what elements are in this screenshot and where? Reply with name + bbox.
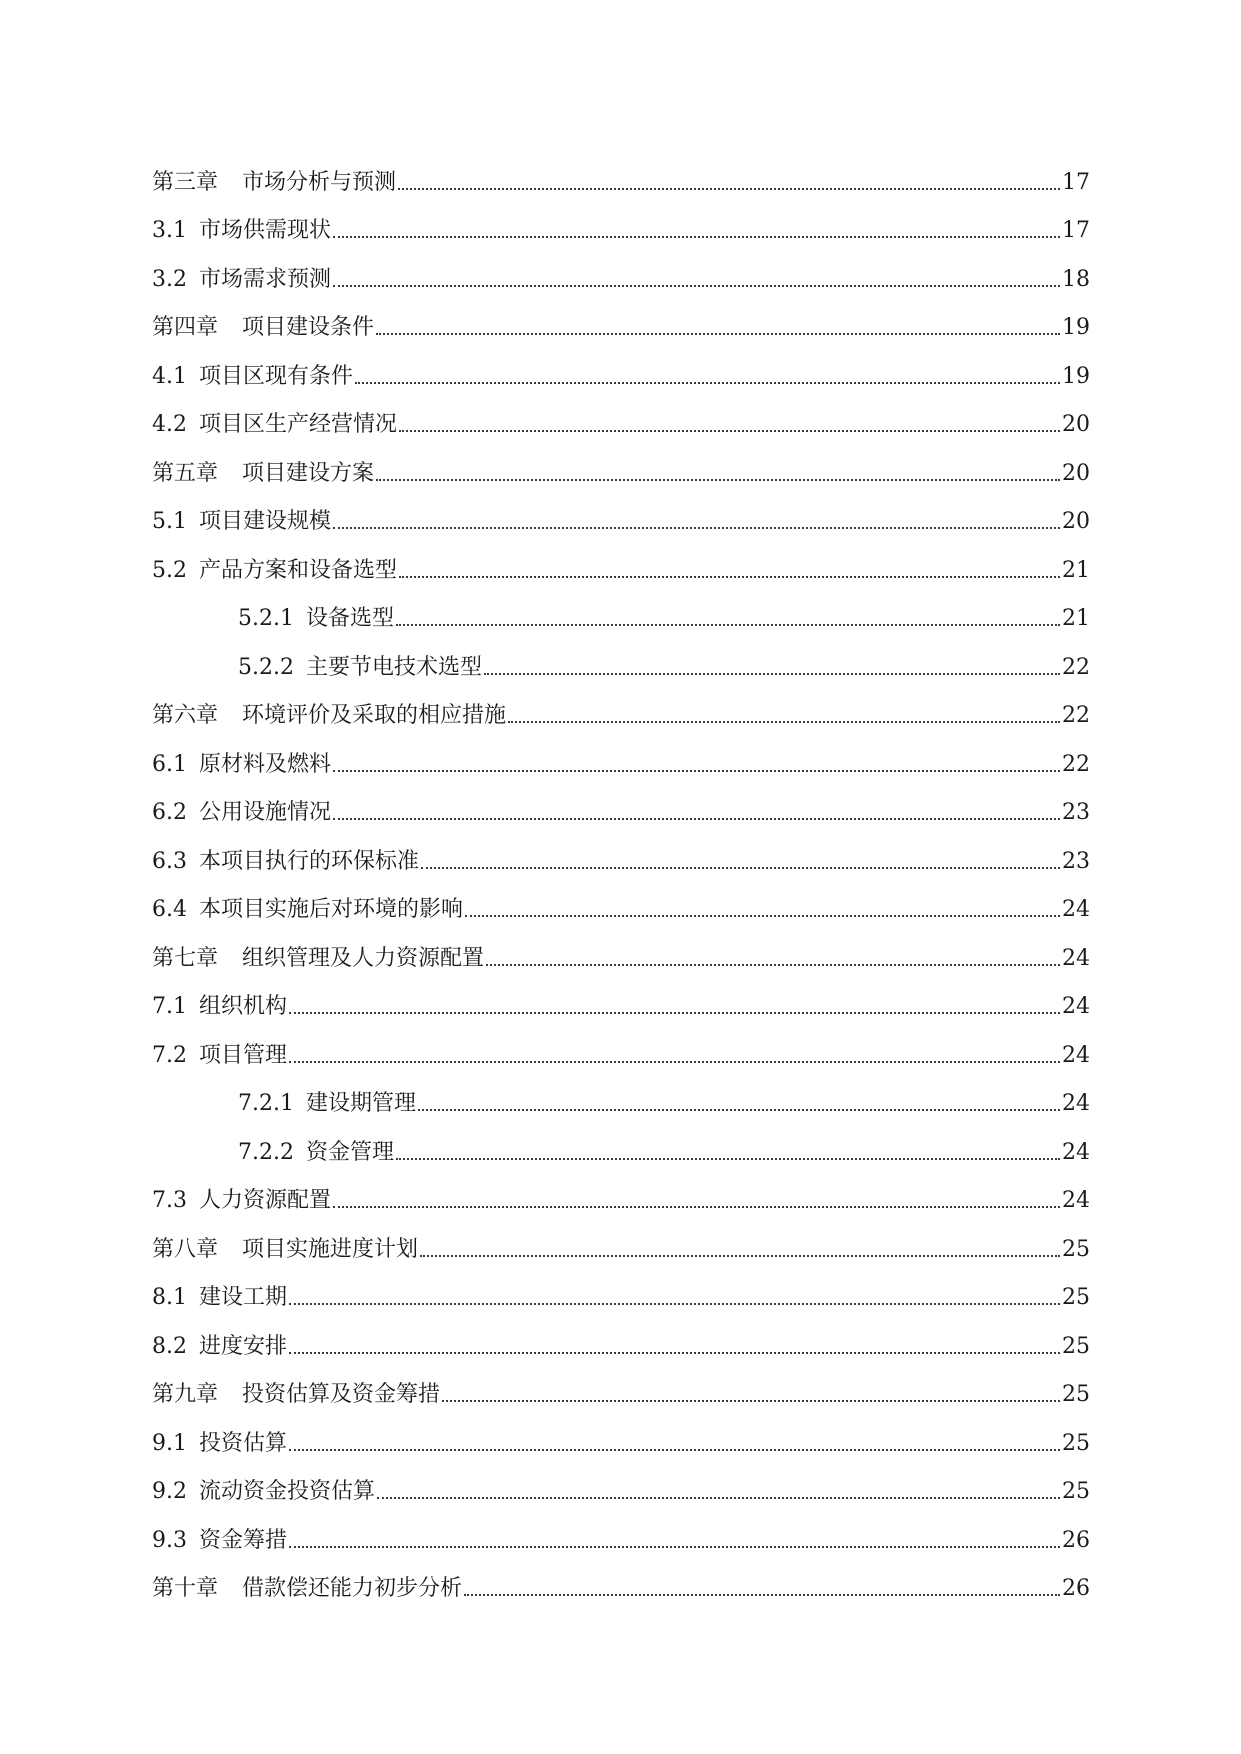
toc-page-number: 20: [1062, 509, 1090, 534]
toc-dot-leader: [333, 527, 1060, 529]
toc-dot-leader: [289, 1061, 1060, 1063]
toc-entry-title: 项目建设方案: [242, 460, 375, 486]
toc-entry-title: 项目建设条件: [242, 315, 375, 340]
toc-page-number: 23: [1062, 800, 1090, 825]
toc-section-entry[interactable]: [152, 730, 1090, 779]
toc-chapter-entry[interactable]: [152, 1361, 1090, 1410]
toc-entry-number: 8.1: [152, 1285, 187, 1310]
toc-entry-number: 6.2: [152, 800, 187, 825]
table-of-contents: [152, 148, 1090, 1603]
toc-entry-title: 进度安排: [199, 1333, 288, 1359]
toc-chapter-entry[interactable]: [152, 682, 1090, 731]
toc-chapter-entry[interactable]: [152, 294, 1090, 343]
toc-section-entry[interactable]: [152, 1264, 1090, 1313]
toc-subsection-entry[interactable]: [152, 1070, 1090, 1119]
toc-section-entry[interactable]: [152, 876, 1090, 925]
toc-dot-leader: [376, 333, 1060, 335]
toc-entry-title: 市场分析与预测: [242, 169, 397, 195]
toc-page-number: 25: [1062, 1382, 1090, 1407]
toc-entry-number: 3.2: [152, 266, 187, 292]
toc-dot-leader: [289, 1352, 1060, 1354]
toc-page-number: 24: [1062, 945, 1090, 971]
toc-page-number: 19: [1062, 363, 1090, 389]
toc-entry-title: 原材料及燃料: [199, 751, 332, 777]
toc-page-number: 25: [1062, 1236, 1090, 1262]
toc-dot-leader: [289, 1303, 1060, 1305]
toc-page-number: 25: [1062, 1285, 1090, 1310]
toc-dot-leader: [377, 1497, 1060, 1499]
toc-entry-title: 人力资源配置: [199, 1188, 332, 1213]
toc-entry-title: 项目实施进度计划: [242, 1236, 419, 1262]
toc-entry-title: 资金管理: [305, 1139, 394, 1165]
toc-dot-leader: [464, 1594, 1060, 1596]
toc-entry-number: 第四章: [152, 315, 219, 340]
toc-entry-title: 组织管理及人力资源配置: [242, 945, 485, 971]
toc-dot-leader: [508, 721, 1060, 723]
toc-entry-title: 投资估算: [199, 1430, 288, 1456]
toc-dot-leader: [396, 624, 1060, 626]
toc-section-entry[interactable]: [152, 245, 1090, 294]
toc-section-entry[interactable]: [152, 1409, 1090, 1458]
toc-page-number: 25: [1062, 1333, 1090, 1359]
toc-entry-title: 本项目实施后对环境的影响: [199, 897, 464, 922]
toc-entry-number: 4.2: [152, 412, 187, 437]
toc-page-number: 17: [1062, 169, 1090, 195]
toc-chapter-entry[interactable]: [152, 1555, 1090, 1604]
toc-section-entry[interactable]: [152, 973, 1090, 1022]
toc-page-number: 24: [1062, 1188, 1090, 1213]
toc-page-number: 22: [1062, 751, 1090, 777]
toc-dot-leader: [289, 1546, 1060, 1548]
toc-page-number: 20: [1062, 412, 1090, 437]
toc-entry-title: 本项目执行的环保标准: [199, 848, 420, 874]
toc-subsection-entry[interactable]: [152, 633, 1090, 682]
toc-page-number: 19: [1062, 315, 1090, 340]
toc-entry-title: 环境评价及采取的相应措施: [242, 703, 507, 728]
toc-page-number: 24: [1062, 994, 1090, 1019]
toc-chapter-entry[interactable]: [152, 148, 1090, 197]
toc-entry-number: 7.2.2: [238, 1139, 294, 1165]
toc-dot-leader: [465, 915, 1060, 917]
toc-chapter-entry[interactable]: [152, 1215, 1090, 1264]
toc-page-number: 20: [1062, 460, 1090, 486]
toc-entry-title: 市场供需现状: [199, 218, 332, 243]
toc-entry-number: 第九章: [152, 1382, 219, 1407]
toc-entry-number: 6.1: [152, 751, 187, 777]
toc-dot-leader: [420, 1255, 1060, 1257]
toc-page-number: 21: [1062, 557, 1090, 583]
toc-page-number: 25: [1062, 1479, 1090, 1504]
toc-page-number: 22: [1062, 703, 1090, 728]
toc-page-number: 26: [1062, 1527, 1090, 1553]
toc-entry-number: 6.4: [152, 897, 187, 922]
toc-subsection-entry[interactable]: [152, 1118, 1090, 1167]
toc-dot-leader: [289, 1449, 1060, 1451]
toc-entry-title: 建设期管理: [305, 1091, 416, 1116]
toc-section-entry[interactable]: [152, 488, 1090, 537]
toc-entry-number: 3.1: [152, 218, 187, 243]
toc-entry-number: 6.3: [152, 848, 187, 874]
toc-entry-number: 第十章: [152, 1576, 219, 1601]
toc-dot-leader: [289, 1012, 1060, 1014]
toc-entry-title: 流动资金投资估算: [199, 1479, 376, 1504]
toc-entry-number: 9.1: [152, 1430, 187, 1456]
toc-page-number: 24: [1062, 897, 1090, 922]
toc-page-number: 18: [1062, 266, 1090, 292]
toc-section-entry[interactable]: [152, 1312, 1090, 1361]
toc-entry-number: 7.3: [152, 1188, 187, 1213]
toc-subsection-entry[interactable]: [152, 585, 1090, 634]
toc-section-entry[interactable]: [152, 342, 1090, 391]
toc-dot-leader: [333, 770, 1060, 772]
toc-entry-number: 4.1: [152, 363, 187, 389]
toc-section-entry[interactable]: [152, 391, 1090, 440]
toc-entry-title: 主要节电技术选型: [305, 654, 482, 680]
toc-entry-title: 设备选型: [305, 606, 394, 631]
toc-entry-number: 7.2.1: [238, 1091, 294, 1116]
toc-page-number: 24: [1062, 1091, 1090, 1116]
toc-page-number: 17: [1062, 218, 1090, 243]
toc-section-entry[interactable]: [152, 779, 1090, 828]
toc-dot-leader: [442, 1400, 1060, 1402]
toc-dot-leader: [484, 673, 1060, 675]
toc-entry-number: 7.1: [152, 994, 187, 1019]
toc-dot-leader: [399, 576, 1060, 578]
toc-chapter-entry[interactable]: [152, 439, 1090, 488]
toc-dot-leader: [333, 818, 1060, 820]
toc-entry-title: 组织机构: [199, 994, 288, 1019]
toc-dot-leader: [396, 1158, 1060, 1160]
toc-entry-number: 5.2.2: [238, 654, 294, 680]
toc-entry-title: 公用设施情况: [199, 800, 332, 825]
toc-entry-number: 第八章: [152, 1236, 219, 1262]
toc-section-entry[interactable]: [152, 1167, 1090, 1216]
toc-page-number: 24: [1062, 1139, 1090, 1165]
toc-entry-number: 5.1: [152, 509, 187, 534]
toc-dot-leader: [333, 285, 1060, 287]
toc-entry-number: 5.2: [152, 557, 187, 583]
toc-section-entry[interactable]: [152, 536, 1090, 585]
toc-dot-leader: [398, 188, 1060, 190]
toc-dot-leader: [486, 964, 1060, 966]
toc-entry-title: 建设工期: [199, 1285, 288, 1310]
toc-page-number: 25: [1062, 1430, 1090, 1456]
toc-dot-leader: [333, 1206, 1060, 1208]
toc-entry-number: 第三章: [152, 169, 219, 195]
toc-entry-title: 项目建设规模: [199, 509, 332, 534]
toc-entry-number: 第六章: [152, 703, 219, 728]
toc-entry-number: 第五章: [152, 460, 219, 486]
toc-page-number: 23: [1062, 848, 1090, 874]
toc-entry-title: 投资估算及资金筹措: [242, 1382, 441, 1407]
toc-entry-number: 5.2.1: [238, 606, 294, 631]
toc-entry-number: 9.2: [152, 1479, 187, 1504]
toc-entry-number: 9.3: [152, 1527, 187, 1553]
toc-page-number: 24: [1062, 1042, 1090, 1068]
toc-page-number: 26: [1062, 1576, 1090, 1601]
toc-entry-number: 7.2: [152, 1042, 187, 1068]
toc-dot-leader: [418, 1109, 1060, 1111]
toc-entry-number: 第七章: [152, 945, 219, 971]
toc-entry-number: 8.2: [152, 1333, 187, 1359]
toc-dot-leader: [399, 430, 1060, 432]
toc-entry-title: 产品方案和设备选型: [199, 557, 398, 583]
toc-section-entry[interactable]: [152, 197, 1090, 246]
toc-chapter-entry[interactable]: [152, 924, 1090, 973]
toc-section-entry[interactable]: [152, 1021, 1090, 1070]
toc-entry-title: 项目区现有条件: [199, 363, 354, 389]
toc-dot-leader: [376, 479, 1060, 481]
toc-dot-leader: [355, 382, 1060, 384]
toc-entry-title: 项目管理: [199, 1042, 288, 1068]
toc-entry-title: 资金筹措: [199, 1527, 288, 1553]
toc-section-entry[interactable]: [152, 827, 1090, 876]
toc-entry-title: 借款偿还能力初步分析: [242, 1576, 463, 1601]
toc-entry-title: 项目区生产经营情况: [199, 412, 398, 437]
toc-page-number: 21: [1062, 606, 1090, 631]
toc-page-number: 22: [1062, 654, 1090, 680]
toc-section-entry[interactable]: [152, 1506, 1090, 1555]
toc-entry-title: 市场需求预测: [199, 266, 332, 292]
toc-dot-leader: [421, 867, 1060, 869]
toc-dot-leader: [333, 236, 1060, 238]
toc-section-entry[interactable]: [152, 1458, 1090, 1507]
